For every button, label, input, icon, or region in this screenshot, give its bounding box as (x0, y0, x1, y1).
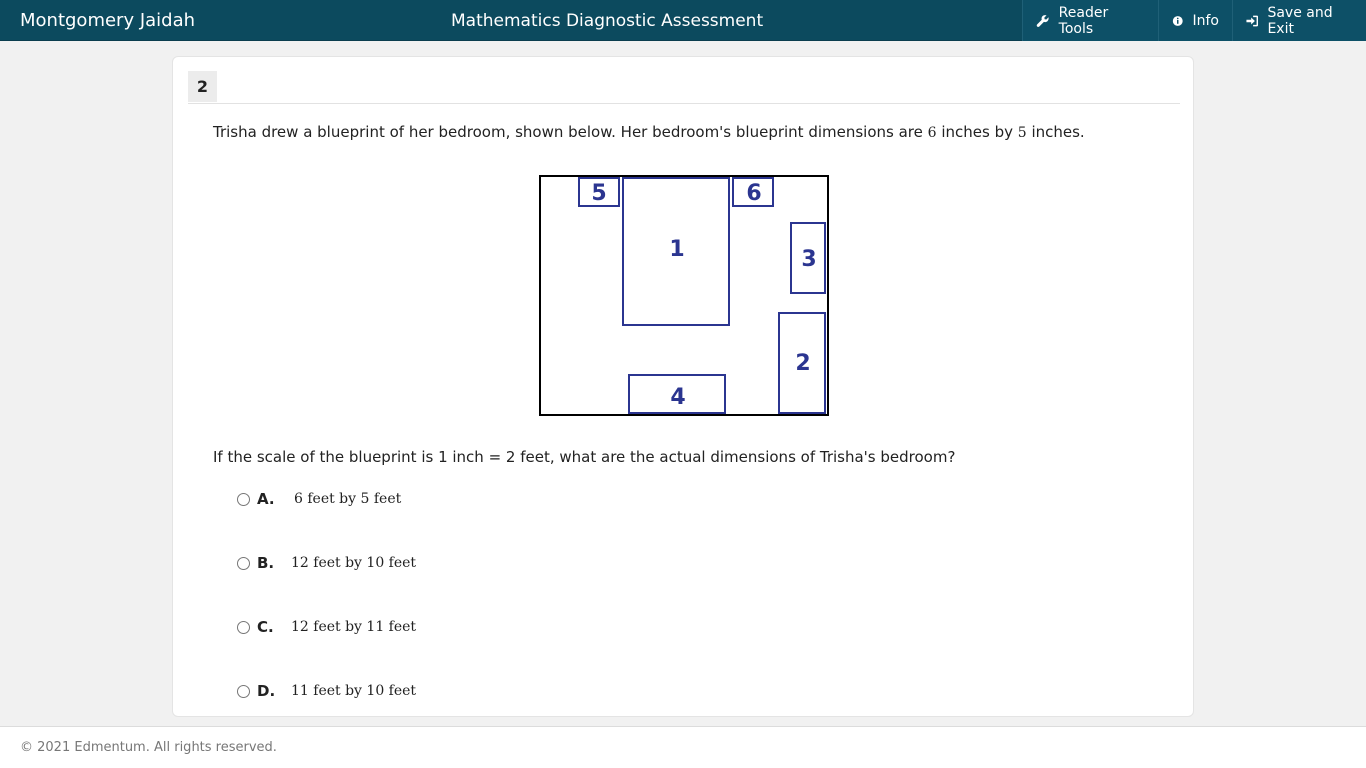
prompt-width-value: 6 (927, 125, 937, 141)
radio-c[interactable] (237, 621, 250, 634)
choice-text: 12 feet by 10 feet (291, 555, 417, 571)
question-number: 2 (188, 71, 217, 102)
divider (188, 103, 1180, 104)
choice-text: 11 feet by 10 feet (291, 683, 417, 699)
choice-d[interactable] (237, 681, 416, 701)
info-label: Info (1192, 12, 1219, 29)
room-outline (540, 176, 828, 415)
bedroom-blueprint (539, 175, 829, 417)
prompt-text-middle: inches by (936, 123, 1018, 141)
blueprint-label-6: 6 (746, 181, 762, 206)
blueprint-label-1: 1 (669, 237, 685, 262)
toolbar (1022, 0, 1366, 41)
info-circle-icon (1172, 14, 1184, 28)
question-text: If the scale of the blueprint is 1 inch = 2 feet, what are the actual dimensions of Trisha's bedroom? (213, 448, 956, 466)
choice-text: 12 feet by 11 feet (291, 619, 417, 635)
sign-in-icon (1246, 14, 1258, 28)
prompt-text-end: inches. (1026, 123, 1085, 141)
blueprint-label-3: 3 (801, 247, 817, 272)
assessment-title: Mathematics Diagnostic Assessment (451, 11, 764, 31)
footer (0, 726, 1366, 768)
info-button[interactable] (1158, 0, 1232, 41)
choice-a[interactable] (237, 489, 401, 509)
prompt-height-value: 5 (1017, 125, 1027, 141)
question-prompt (213, 123, 1085, 141)
blueprint-label-4: 4 (670, 385, 686, 410)
choice-letter: D. (257, 682, 276, 700)
choice-text: 6 feet by 5 feet (294, 491, 402, 507)
student-name: Montgomery Jaidah (20, 10, 196, 31)
save-and-exit-label: Save and Exit (1267, 4, 1333, 37)
choice-letter: B. (257, 554, 275, 572)
reader-tools-button[interactable] (1022, 0, 1158, 41)
blueprint-label-2: 2 (795, 351, 811, 376)
reader-tools-label: Reader Tools (1058, 4, 1109, 37)
save-and-exit-button[interactable] (1232, 0, 1366, 41)
wrench-icon (1036, 14, 1050, 28)
choice-c[interactable] (237, 617, 416, 637)
radio-a[interactable] (237, 493, 250, 506)
radio-b[interactable] (237, 557, 250, 570)
top-bar (0, 0, 1366, 41)
choice-letter: C. (257, 618, 274, 636)
copyright-text: © 2021 Edmentum. All rights reserved. (20, 740, 277, 755)
blueprint-label-5: 5 (591, 181, 607, 206)
radio-d[interactable] (237, 685, 250, 698)
choice-b[interactable] (237, 553, 416, 573)
question-card (172, 56, 1194, 717)
prompt-text-start: Trisha drew a blueprint of her bedroom, shown below. Her bedroom's blueprint dimensions are (213, 123, 928, 141)
choice-letter: A. (257, 490, 275, 508)
